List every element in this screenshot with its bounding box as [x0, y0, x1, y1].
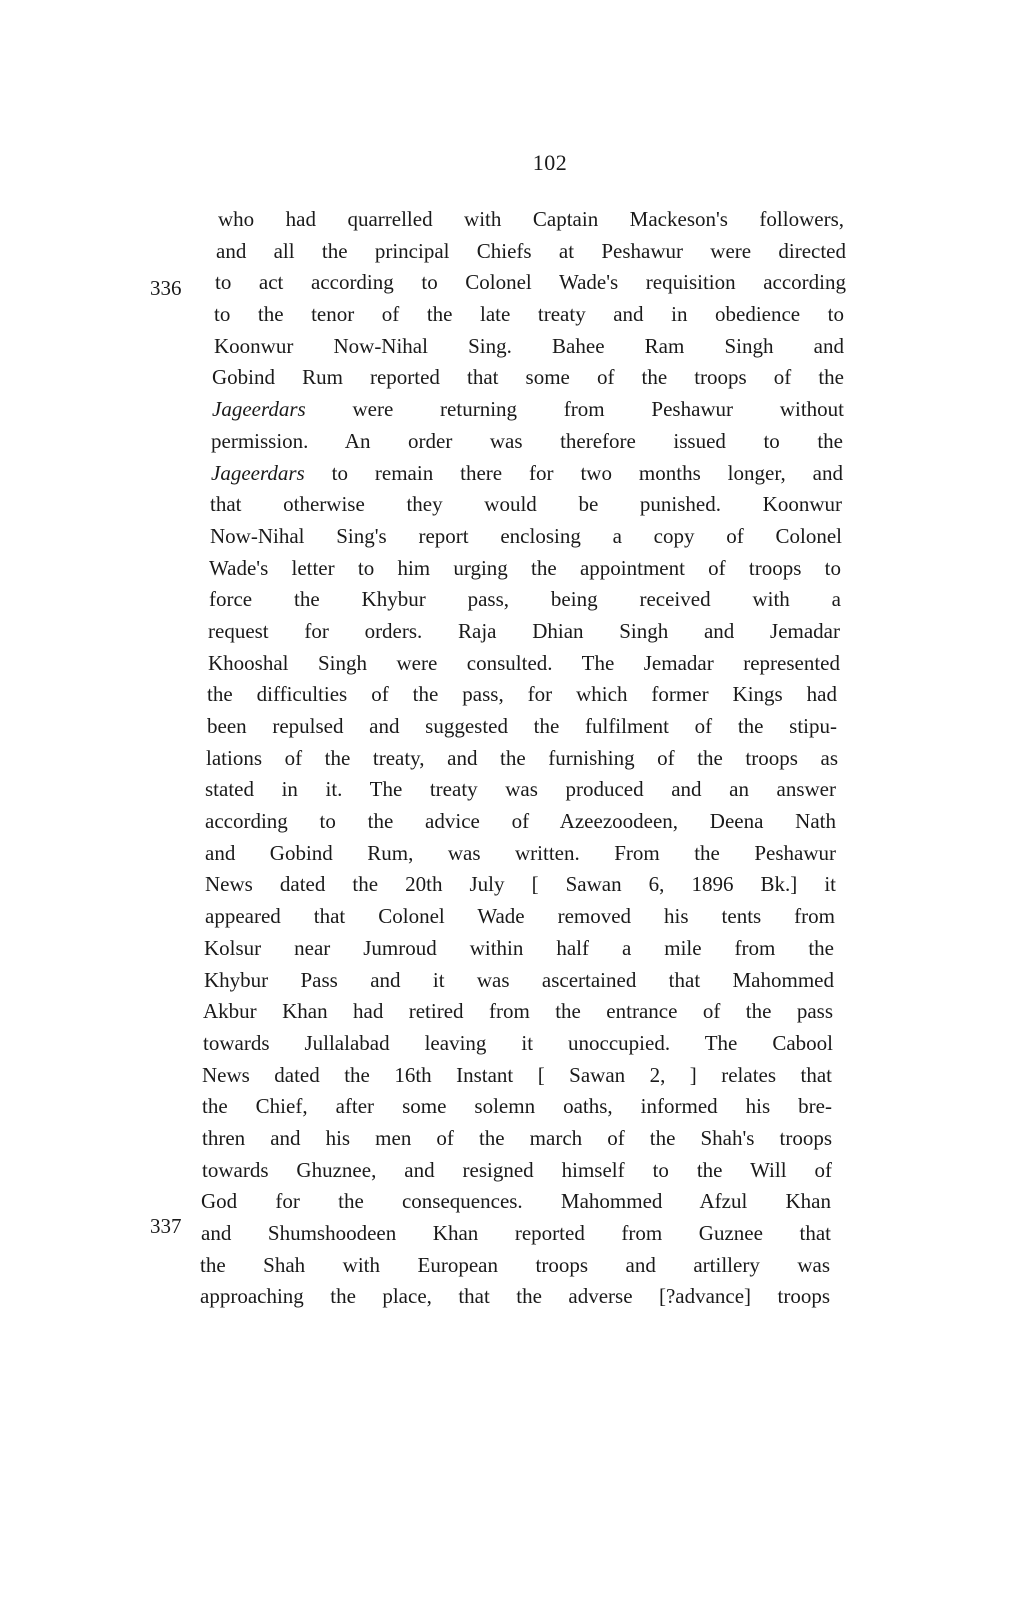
text-fragment: to remain there for two months longer, and	[304, 460, 843, 485]
text-line: force the Khybur pass, being received with a	[209, 587, 841, 612]
text-line: and Gobind Rum, was written. From the Peshawur	[205, 840, 836, 865]
text-line: Kolsur near Jumroud within half a mile from the	[204, 935, 834, 960]
text-line: who had quarrelled with Captain Mackeson's followers,	[218, 207, 844, 231]
text-line: towards Jullalabad leaving it unoccupied. The Cabool	[203, 1030, 833, 1055]
text-line: and Shumshoodeen Khan reported from Guznee that	[201, 1221, 831, 1245]
text-line: thren and his men of the march of the Shah's troops	[202, 1125, 832, 1150]
text-line: Akbur Khan had retired from the entrance of the pass	[203, 999, 833, 1024]
text-line: permission. An order was therefore issued to the	[211, 428, 843, 453]
text-line: according to the advice of Azeezoodeen, Deena Nath	[205, 809, 836, 834]
text-line: the Chief, after some solemn oaths, informed his bre-	[202, 1094, 832, 1119]
text-line: been repulsed and suggested the fulfilment of the stipu-	[207, 714, 837, 738]
text-line: and all the principal Chiefs at Peshawur were directed	[216, 238, 846, 263]
text-line: News dated the 20th July [ Sawan 6, 1896 Bk.] it	[205, 872, 836, 897]
text-line: to the tenor of the late treaty and in obedience to	[214, 302, 844, 327]
italic-term: Jageerdars	[211, 460, 305, 485]
text-line: towards Ghuznee, and resigned himself to the Will of	[202, 1157, 832, 1182]
text-line: appeared that Colonel Wade removed his tents from	[205, 904, 835, 929]
italic-term: Jageerdars	[212, 397, 306, 422]
text-line: lations of the treaty, and the furnishing of the troops as	[206, 745, 838, 770]
body-text	[200, 204, 846, 1313]
text-fragment: were returning from Peshawur without	[305, 397, 844, 422]
text-line	[212, 394, 844, 426]
text-line: approaching the place, that the adverse [?advance] troops	[200, 1284, 830, 1309]
text-line: News dated the 16th Instant [ Sawan 2, ] relates that	[202, 1062, 832, 1087]
margin-note-336: 336	[150, 276, 182, 300]
text-line	[211, 458, 843, 490]
page-number: 102	[532, 150, 568, 175]
text-line: that otherwise they would be punished. Koonwur	[210, 492, 842, 517]
text-line: Gobind Rum reported that some of the troops of the	[212, 365, 844, 390]
text-line: stated in it. The treaty was produced and an answer	[205, 777, 836, 802]
text-line: the Shah with European troops and artillery was	[200, 1252, 830, 1277]
text-line: God for the consequences. Mahommed Afzul Khan	[201, 1189, 831, 1214]
margin-note-337: 337	[150, 1214, 182, 1238]
text-line: to act according to Colonel Wade's requisition according	[215, 270, 846, 295]
text-line: the difficulties of the pass, for which former Kings had	[207, 682, 837, 707]
text-line: request for orders. Raja Dhian Singh and Jemadar	[208, 618, 840, 643]
text-line: Now-Nihal Sing's report enclosing a copy of Colonel	[210, 523, 842, 548]
text-line: Khybur Pass and it was ascertained that Mahommed	[204, 967, 834, 992]
text-line: Koonwur Now-Nihal Sing. Bahee Ram Singh and	[214, 333, 844, 358]
text-line: Wade's letter to him urging the appointment of troops to	[209, 555, 841, 580]
text-line: Khooshal Singh were consulted. The Jemadar represented	[208, 650, 840, 675]
